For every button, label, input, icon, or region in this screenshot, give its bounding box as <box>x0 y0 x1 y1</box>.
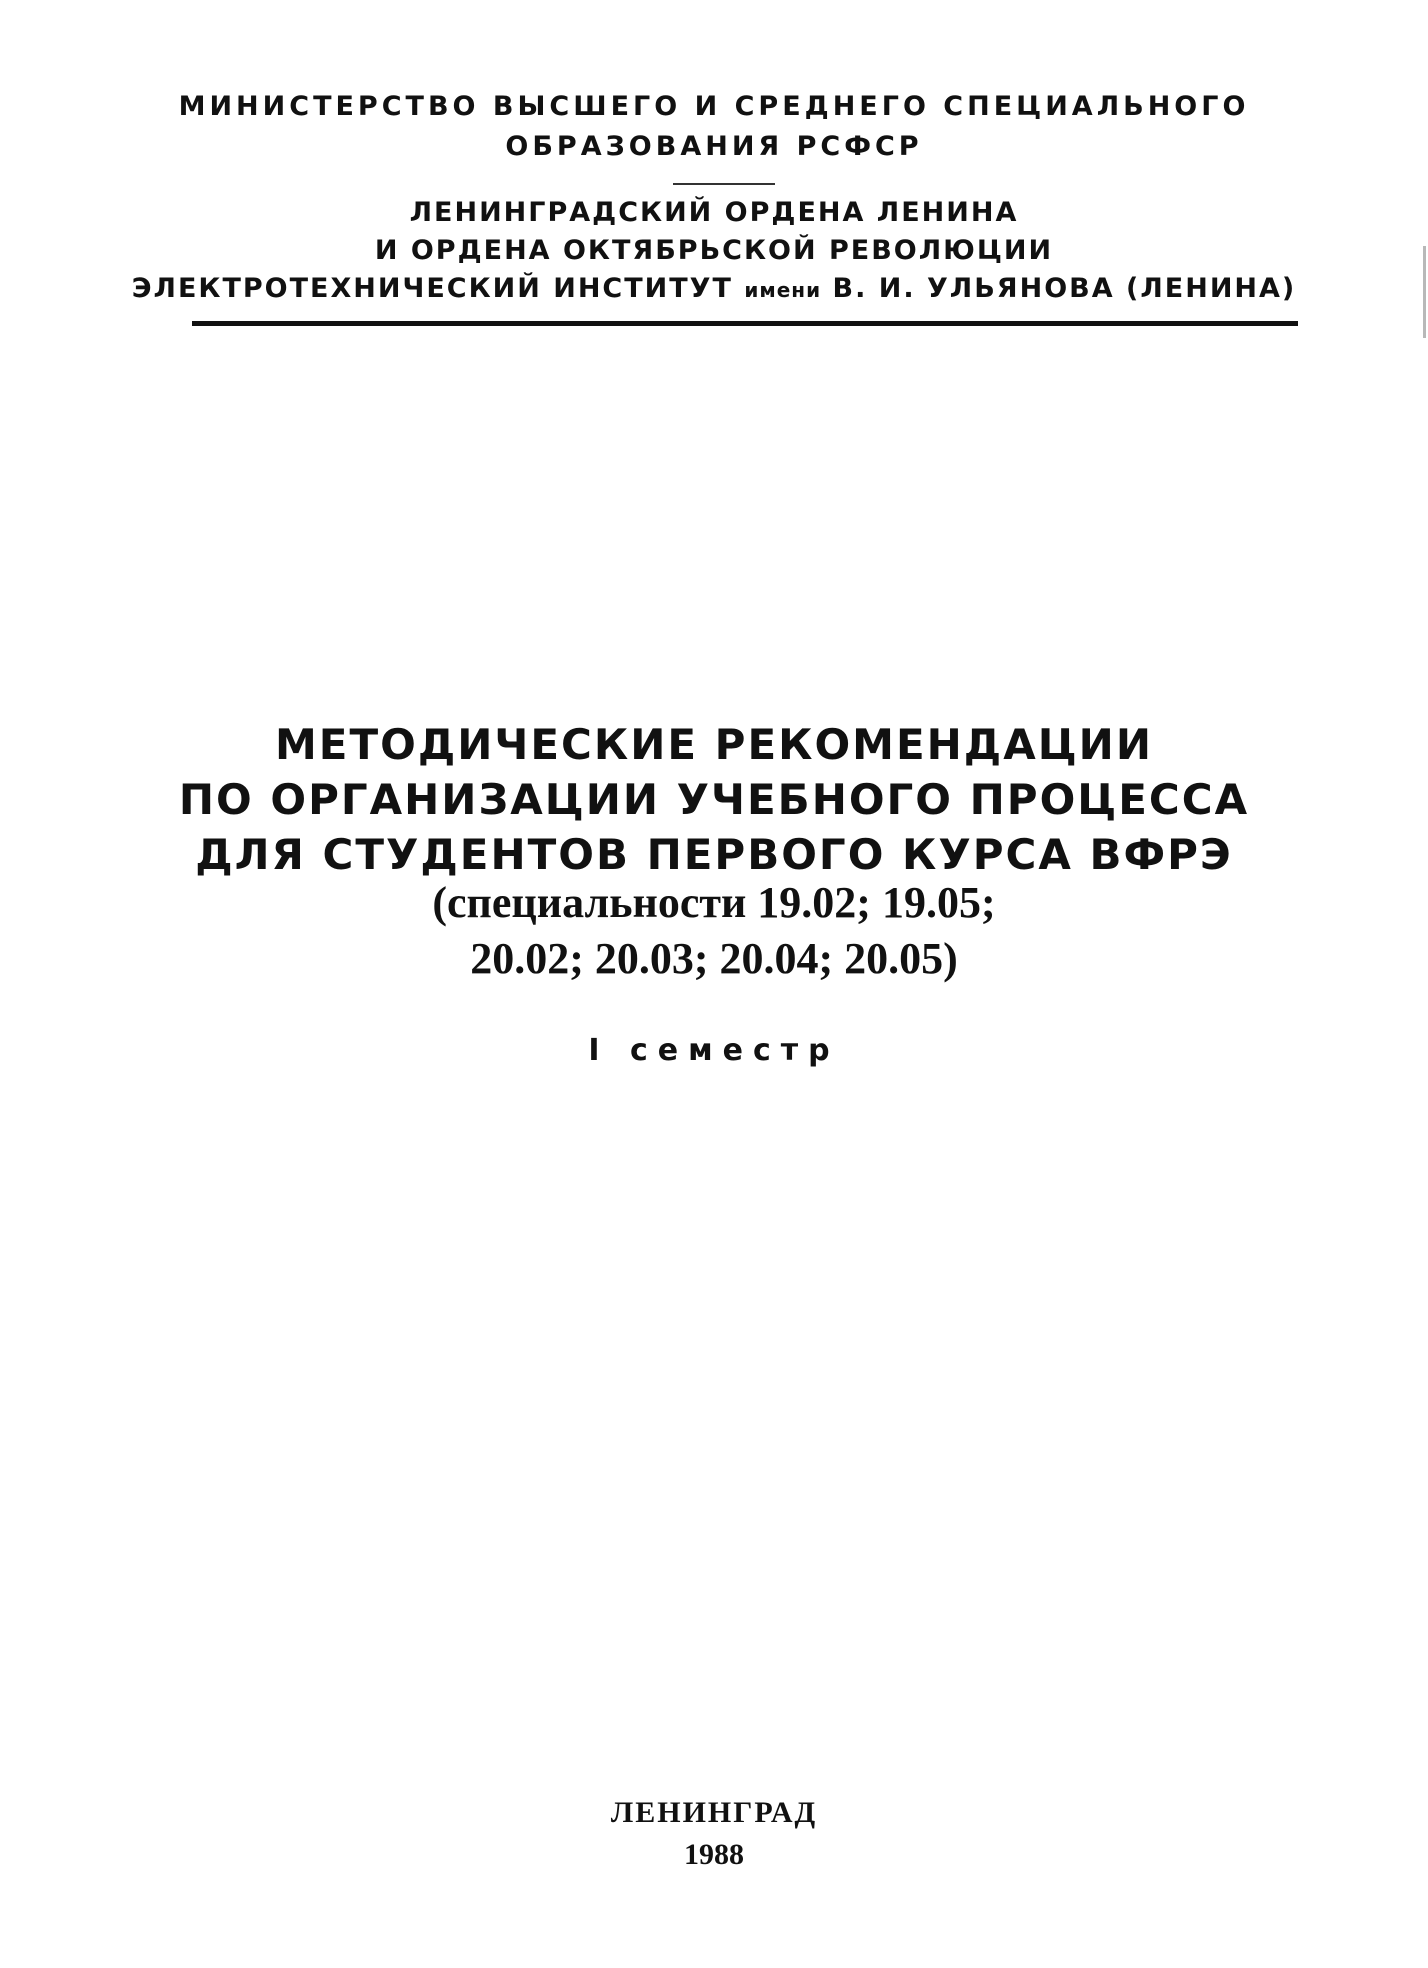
scan-edge-mark <box>1423 246 1426 338</box>
institute-line-2: И ОРДЕНА ОКТЯБРЬСКОЙ РЕВОЛЮЦИИ <box>374 235 1054 266</box>
institute-name-part: ЭЛЕКТРОТЕХНИЧЕСКИЙ ИНСТИТУТ <box>131 273 733 304</box>
specialties-line-1: (специальности 19.02; 19.05; <box>432 878 996 927</box>
document-title-line-3: ДЛЯ СТУДЕНТОВ ПЕРВОГО КУРСА ВФРЭ <box>195 830 1233 879</box>
separator-short-rule <box>673 183 775 185</box>
ulyanov-name-part: В. И. УЛЬЯНОВА (ЛЕНИНА) <box>832 273 1297 304</box>
specialties-line-2: 20.02; 20.03; 20.04; 20.05) <box>470 934 958 983</box>
imeni-word: имени <box>744 278 822 302</box>
city-label: ЛЕНИНГРАД <box>610 1796 818 1829</box>
institute-line-3 <box>0 273 1428 304</box>
year-label: 1988 <box>684 1838 744 1871</box>
institute-line-1: ЛЕНИНГРАДСКИЙ ОРДЕНА ЛЕНИНА <box>409 197 1019 228</box>
header-thick-rule <box>192 321 1298 326</box>
document-title-line-1: МЕТОДИЧЕСКИЕ РЕКОМЕНДАЦИИ <box>275 720 1153 769</box>
ministry-line-2: ОБРАЗОВАНИЯ РСФСР <box>505 131 923 162</box>
semester-label: I семестр <box>588 1033 840 1068</box>
document-title-line-2: ПО ОРГАНИЗАЦИИ УЧЕБНОГО ПРОЦЕССА <box>178 775 1250 824</box>
ministry-line-1: МИНИСТЕРСТВО ВЫСШЕГО И СРЕДНЕГО СПЕЦИАЛЬНОГО <box>178 91 1250 122</box>
